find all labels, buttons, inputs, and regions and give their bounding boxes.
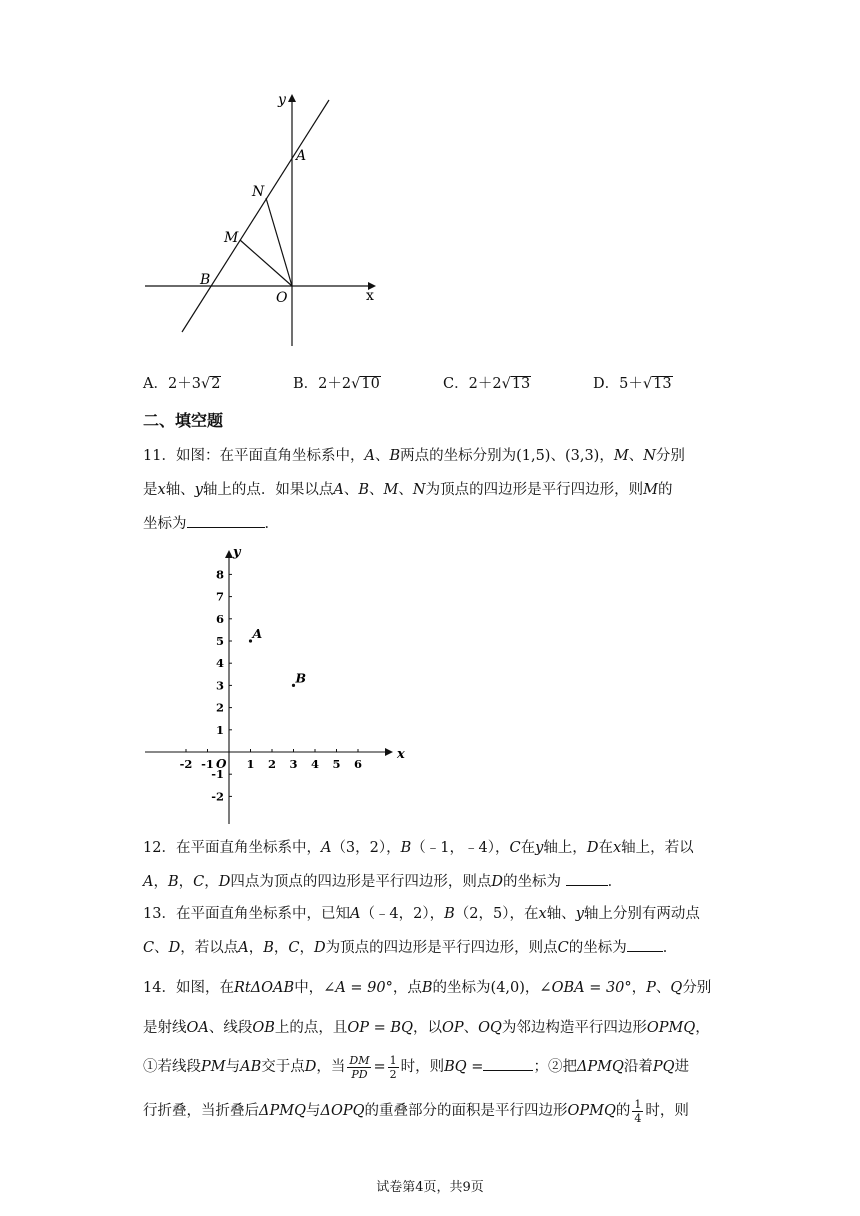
y-tick-label: 2 bbox=[215, 700, 224, 715]
answer-blank[interactable] bbox=[187, 513, 265, 528]
y-tick-label: 8 bbox=[215, 567, 224, 582]
segment-on bbox=[266, 198, 292, 286]
figure-1 bbox=[140, 88, 390, 348]
y-tick-label: 7 bbox=[215, 589, 224, 604]
fraction-one-quarter: $\frac{1}{4}$ bbox=[634, 1097, 642, 1125]
q12-line-2: A，B，C，D四点为顶点的四边形是平行四边形，则点D的坐标为 ． bbox=[143, 871, 622, 892]
page-footer: 试卷第4页，共9页 bbox=[376, 1180, 484, 1195]
point-a-label: A bbox=[296, 148, 307, 164]
y-axis-label: y bbox=[278, 92, 286, 108]
q14-line-2: 是射线OA、线段OB上的点，且OP = BQ，以OP、OQ为邻边构造平行四边形OPMQ， bbox=[143, 1020, 710, 1036]
y-tick-label: -2 bbox=[211, 789, 224, 804]
y-tick-label: 5 bbox=[215, 634, 224, 648]
x-tick-label: 6 bbox=[353, 757, 363, 771]
y-axis-arrow bbox=[288, 94, 296, 102]
fraction-dm-pd: $\frac{DM}{PD}$ bbox=[349, 1053, 370, 1081]
x-tick-label: -1 bbox=[201, 757, 214, 771]
x-tick-label: 2 bbox=[267, 757, 277, 771]
x-tick-label: 3 bbox=[289, 757, 298, 771]
y-axis-arrow bbox=[225, 550, 233, 558]
fraction-one-half: $\frac{1}{2}$ bbox=[389, 1053, 397, 1081]
x-axis-arrow bbox=[385, 748, 393, 756]
choice-d: D．5＋√13 bbox=[593, 376, 672, 392]
x-axis-label: x bbox=[397, 747, 405, 762]
q14-line-4: 行折叠，当折叠后ΔPMQ与ΔOPQ的重叠部分的面积是平行四边形OPMQ的 $\frac{1}{4}$ 时，则 bbox=[143, 1097, 689, 1125]
q14-line-3: ①若线段PM与AB交于点D，当 $\frac{DM}{PD}$ = $\frac{1}{2}$ 时，则BQ = ；②把ΔPMQ沿着PQ进 bbox=[143, 1053, 690, 1081]
x-tick-label: -2 bbox=[179, 757, 193, 771]
point-n-label: N bbox=[252, 184, 265, 200]
point-b-label: B bbox=[295, 670, 307, 686]
q11-line-3: 坐标为 ． bbox=[143, 513, 279, 534]
point-b-label: B bbox=[200, 272, 211, 288]
line-ab bbox=[182, 100, 329, 332]
q11-line-2: 是x轴、y轴上的点．如果以点A、B、M、N为顶点的四边形是平行四边形，则M的 bbox=[143, 482, 673, 498]
point-m-label: M bbox=[224, 230, 239, 246]
choice-c: C．2＋2√13 bbox=[443, 376, 531, 392]
x-tick-label: 4 bbox=[310, 757, 320, 771]
y-axis-label: y bbox=[233, 545, 241, 560]
y-tick-label: 3 bbox=[215, 678, 224, 693]
x-axis-label: x bbox=[366, 288, 374, 304]
q14-line-1: 14．如图，在RtΔOAB中，∠A = 90°，点B的坐标为(4,0)，∠OBA = 30°，P、Q分别 bbox=[143, 980, 712, 996]
y-tick-label: 1 bbox=[215, 722, 224, 737]
y-tick-label: 4 bbox=[215, 656, 224, 671]
y-tick-label: 6 bbox=[215, 611, 224, 626]
q13-line-2: C、D，若以点A，B，C，D为顶点的四边形是平行四边形，则点C的坐标为 ． bbox=[143, 937, 677, 958]
q13-line-1: 13．在平面直角坐标系中，已知A（﹣4，2），B（2，5），在x轴、y轴上分别有两动点 bbox=[143, 906, 700, 922]
choice-b: B．2＋2√10 bbox=[293, 376, 380, 392]
answer-blank[interactable] bbox=[483, 1056, 533, 1071]
point-a-label: A bbox=[252, 626, 263, 641]
choice-a: A．2＋3√2 bbox=[143, 376, 221, 392]
x-tick-label: 5 bbox=[332, 757, 341, 771]
origin-label: O bbox=[276, 290, 288, 306]
origin-label: O bbox=[216, 757, 227, 771]
x-tick-label: 1 bbox=[246, 757, 255, 771]
q11-line-1: 11．如图：在平面直角坐标系中，A、B两点的坐标分别为(1,5)、(3,3)，M、N分别 bbox=[143, 448, 685, 464]
answer-blank[interactable] bbox=[566, 871, 608, 886]
segment-om bbox=[240, 240, 292, 286]
answer-blank[interactable] bbox=[627, 937, 663, 952]
q12-line-1: 12．在平面直角坐标系中，A（3，2），B（﹣1，﹣4），C在y轴上，D在x轴上，若以 bbox=[143, 840, 694, 856]
figure-2 bbox=[140, 540, 420, 830]
y-tick-label: -1 bbox=[211, 767, 224, 782]
section-title: 二、填空题 bbox=[143, 411, 224, 430]
